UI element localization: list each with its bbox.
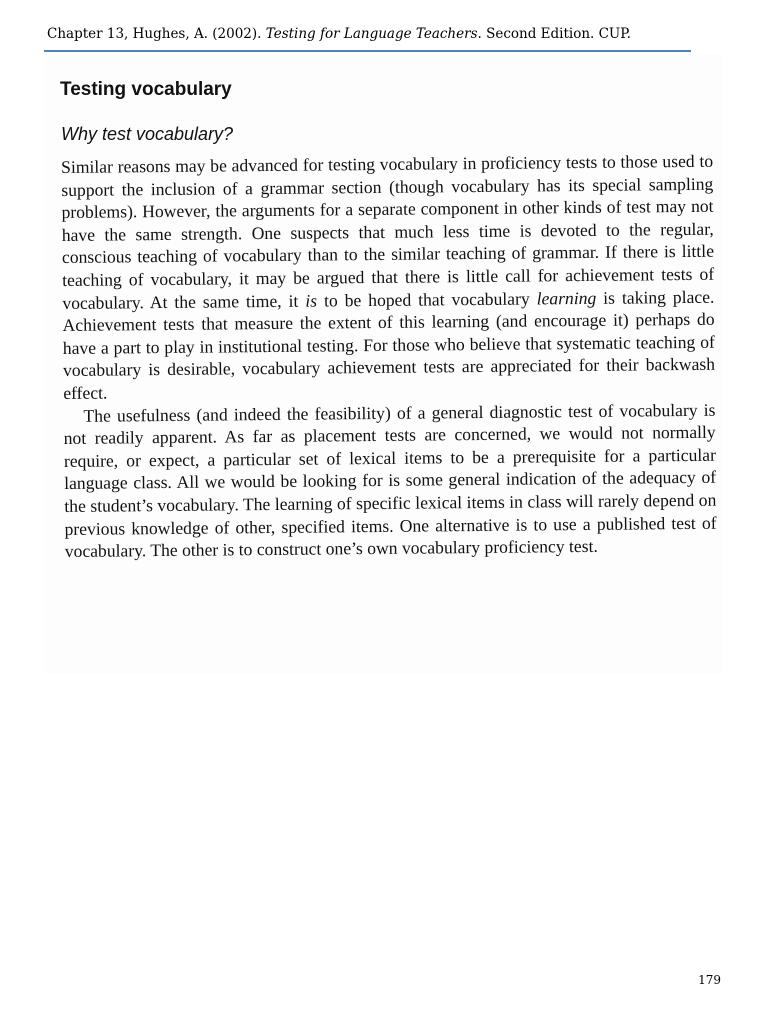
- paragraph-1: [61, 150, 715, 405]
- section-title: Testing vocabulary: [60, 79, 232, 100]
- paragraph-1-emphasis-learning: learning: [536, 287, 597, 309]
- page-header: [47, 26, 631, 42]
- header-citation-suffix: . Second Edition. CUP.: [477, 26, 631, 42]
- body-text: [61, 150, 717, 563]
- paragraph-1-emphasis-is: is: [305, 290, 318, 311]
- header-citation-prefix: Chapter 13, Hughes, A. (2002).: [47, 26, 266, 42]
- subsection-title: Why test vocabulary?: [61, 124, 234, 144]
- paragraph-1-text-c: is taking place. Achievement tests that measure the extent of this learning (and encourage it) perhaps do have a part to play in institutional testing. For those who believe that systematic teaching of vocabulary is desirable, vocabulary achievement tests are appreciated for their backwash effect.: [62, 286, 716, 403]
- paragraph-1-text-b: to be hoped that vocabulary: [316, 288, 537, 311]
- paragraph-2: The usefulness (and indeed the feasibility) of a general diagnostic test of vocabulary is not readily apparent. As far as placement tests are concerned, we would not normally require, or expect, a particular set of lexical items to be a prerequisite for a particular language class. All we would be looking for is some general indication of the adequacy of the student’s vocabulary. The learning of specific lexical items in class will rarely depend on previous knowledge of other, specified items. One alternative is to use a published test of vocabulary. The other is to construct one’s own vocabulary proficiency test.: [63, 399, 717, 562]
- header-rule: [44, 50, 691, 52]
- header-book-title: Testing for Language Teachers: [265, 26, 478, 42]
- paragraph-1-text-a: Similar reasons may be advanced for testing vocabulary in proficiency tests to those used to support the inclusion of a grammar section (though vocabulary has its special sampling problems). However, the arguments for a separate component in other kinds of test may not have the same strength. One suspects that much less time is devoted to the regular, conscious teaching of vocabulary than to the similar teaching of grammar. If there is little teaching of vocabulary, it may be argued that there is little call for achievement tests of vocabulary. At the same time, it: [61, 150, 715, 313]
- page-number: 179: [698, 973, 721, 987]
